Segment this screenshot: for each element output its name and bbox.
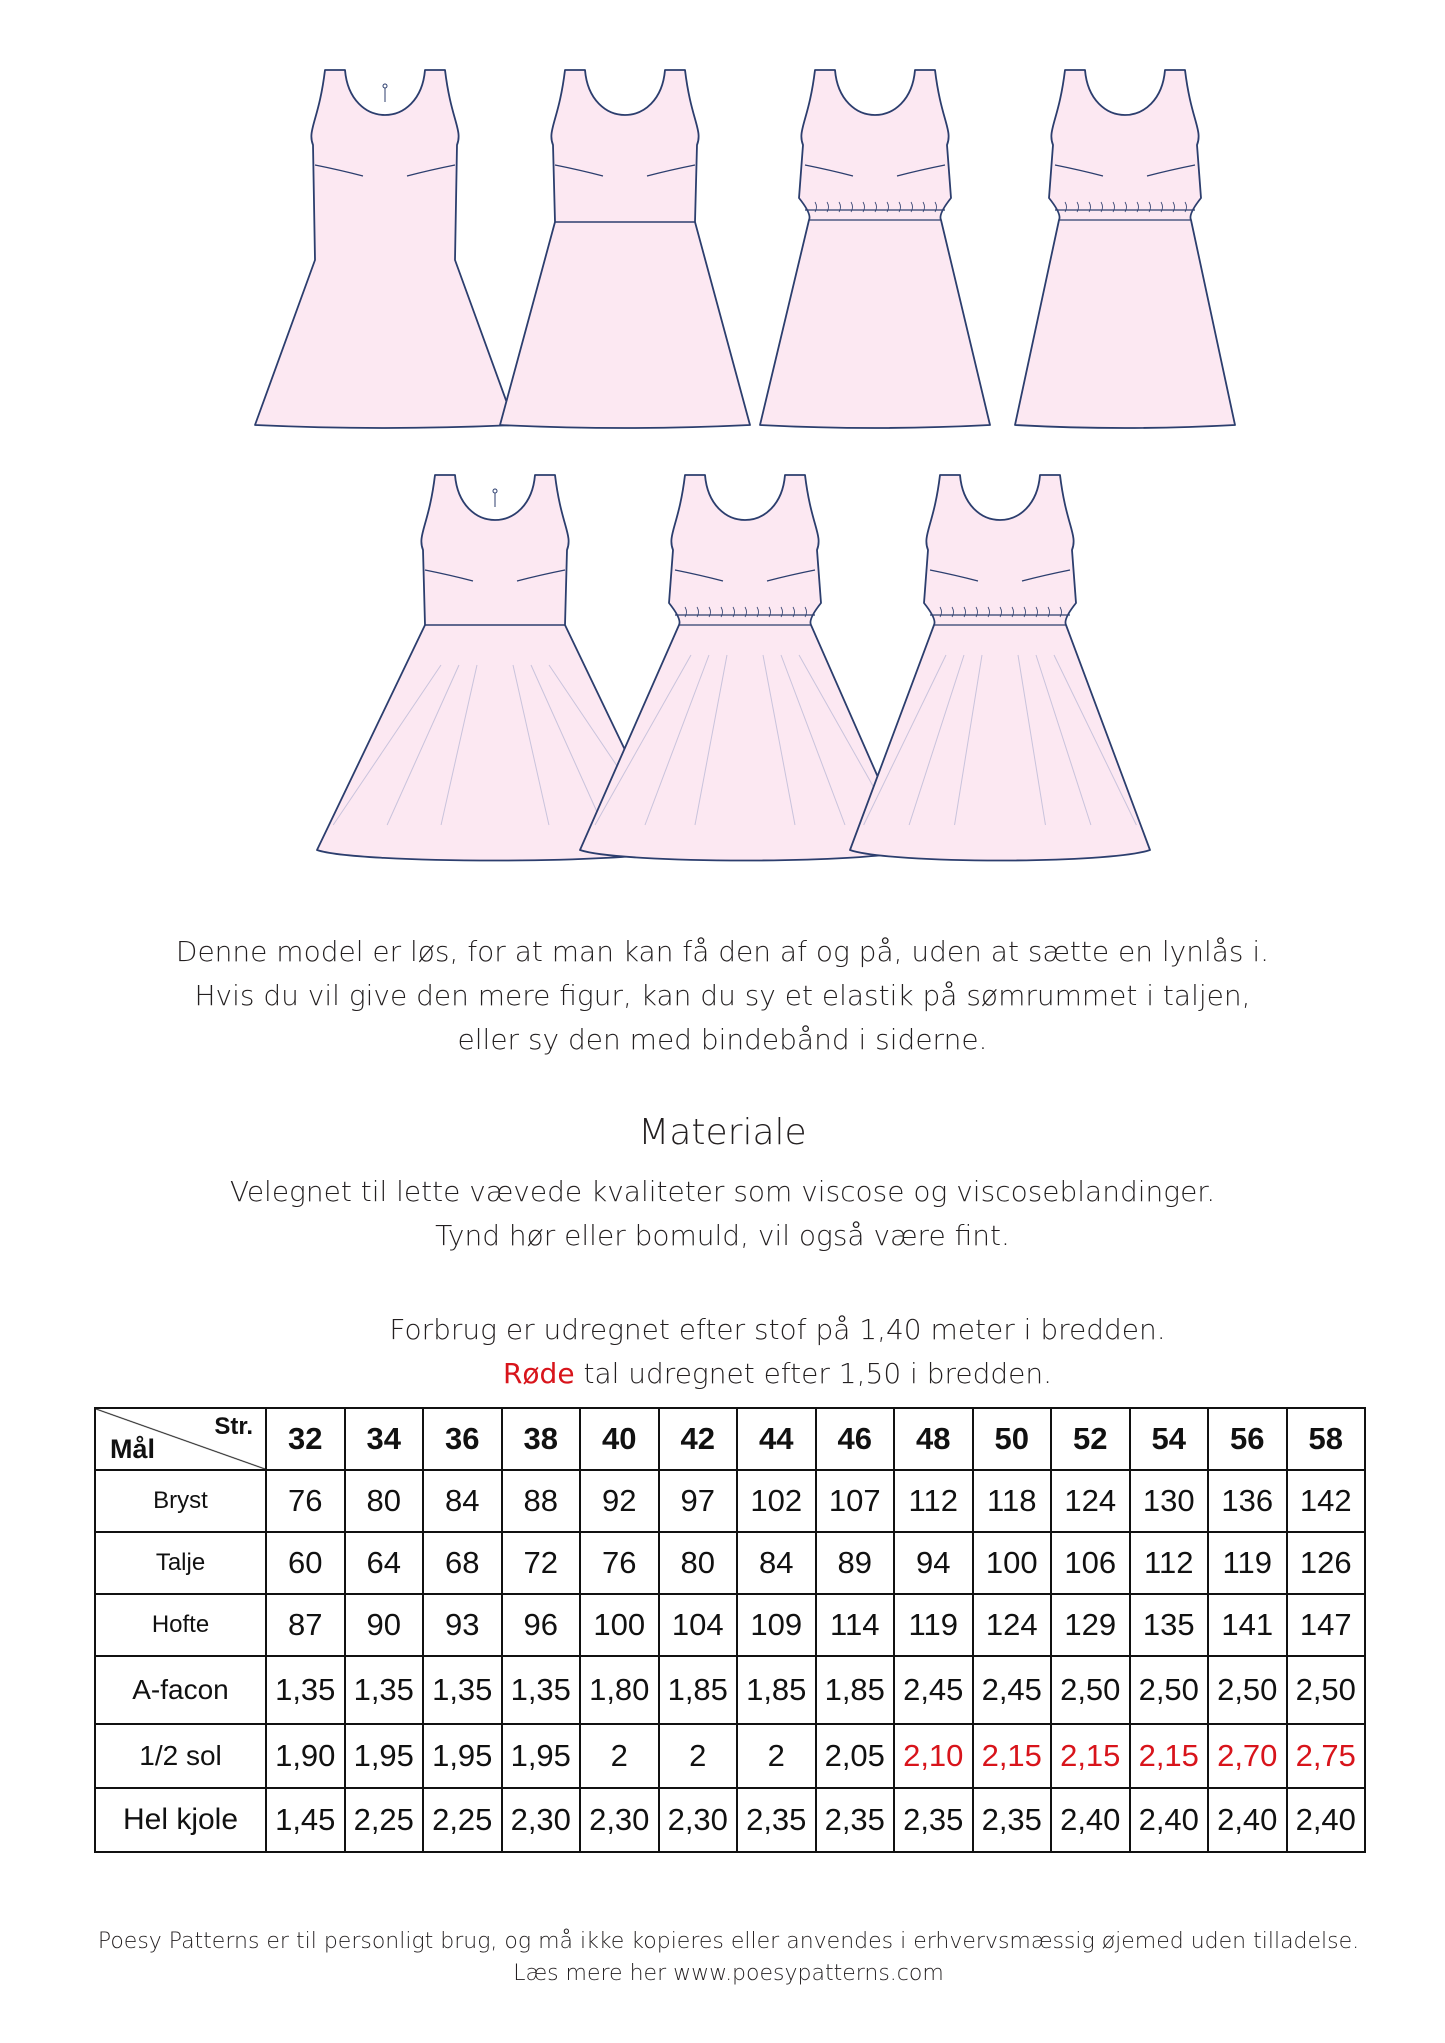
size-header-cell: 50 [973,1408,1052,1470]
table-cell: 2,25 [423,1788,502,1852]
intro-text [0,930,1445,1062]
table-cell: 112 [1130,1532,1209,1594]
table-cell: 136 [1208,1470,1287,1532]
size-header-cell: 46 [816,1408,895,1470]
table-row [95,1594,1365,1656]
table-cell: 147 [1287,1594,1366,1656]
table-row [95,1470,1365,1532]
table-cell: 2,30 [580,1788,659,1852]
size-table-body [95,1408,1365,1852]
size-header-cell: 56 [1208,1408,1287,1470]
intro-line: Hvis du vil give den mere figur, kan du sy et elastik på sømrummet i taljen, [194,979,1251,1012]
footer-copyright: Poesy Patterns er til personligt brug, og må ikke kopieres eller anvendes i erhvervsmæssig øjemed uden tilladelse. [97,1929,1360,1954]
table-cell: 1,35 [266,1656,345,1724]
table-row [95,1724,1365,1788]
table-cell: 2,10 [894,1724,973,1788]
table-row [95,1788,1365,1852]
consumption-line: Forbrug er udregnet efter stof på 1,40 meter i bredden. [389,1313,1166,1346]
consumption-line [55,1352,1445,1396]
table-cell: 1,85 [737,1656,816,1724]
material-heading: Materiale [638,1112,807,1153]
dress-outline [850,475,1150,861]
table-cell: 2,25 [345,1788,424,1852]
table-cell: 2,45 [894,1656,973,1724]
table-cell: 60 [266,1532,345,1594]
table-cell: 2 [580,1724,659,1788]
table-cell: 80 [659,1532,738,1594]
intro-line: Denne model er løs, for at man kan få den af og på, uden at sætte en lynlås i. [175,935,1270,968]
table-cell: 94 [894,1532,973,1594]
table-cell: 118 [973,1470,1052,1532]
intro-line: eller sy den med bindebånd i siderne. [457,1023,988,1056]
size-header-row [95,1408,1365,1470]
table-cell: 72 [502,1532,581,1594]
material-text [0,1170,1445,1258]
footer-website: Læs mere her www.poesypatterns.com [513,1961,944,1986]
table-cell: 141 [1208,1594,1287,1656]
table-cell: 2,30 [502,1788,581,1852]
table-cell: 104 [659,1594,738,1656]
size-header-cell: 48 [894,1408,973,1470]
table-cell: 2,50 [1130,1656,1209,1724]
dress-outline [760,70,990,428]
table-cell: 2,40 [1208,1788,1287,1852]
table-row [95,1656,1365,1724]
material-line: Velegnet til lette vævede kvaliteter som viscose og viscoseblandinger. [229,1175,1216,1208]
table-cell: 2,75 [1287,1724,1366,1788]
row-label: Bryst [95,1470,266,1532]
table-cell: 84 [423,1470,502,1532]
table-cell: 119 [1208,1532,1287,1594]
consumption-rest: tal udregnet efter 1,50 i bredden. [574,1357,1053,1390]
table-cell: 2,05 [816,1724,895,1788]
table-cell: 88 [502,1470,581,1532]
table-cell: 2,35 [894,1788,973,1852]
table-cell: 1,35 [345,1656,424,1724]
table-cell: 2,45 [973,1656,1052,1724]
table-cell: 1,85 [816,1656,895,1724]
dress-outline [255,70,515,428]
table-cell: 2,40 [1130,1788,1209,1852]
size-header-cell: 32 [266,1408,345,1470]
size-header-cell: 54 [1130,1408,1209,1470]
table-cell: 96 [502,1594,581,1656]
table-cell: 90 [345,1594,424,1656]
table-cell: 80 [345,1470,424,1532]
consumption-note [55,1308,1445,1396]
size-header-cell: 34 [345,1408,424,1470]
table-cell: 2,50 [1208,1656,1287,1724]
table-cell: 89 [816,1532,895,1594]
button-icon [383,84,387,88]
table-cell: 87 [266,1594,345,1656]
table-cell: 84 [737,1532,816,1594]
table-cell: 2,40 [1287,1788,1366,1852]
table-cell: 2,15 [973,1724,1052,1788]
size-header-cell: 44 [737,1408,816,1470]
button-icon [493,489,497,493]
table-cell: 142 [1287,1470,1366,1532]
size-header-cell: 38 [502,1408,581,1470]
table-cell: 114 [816,1594,895,1656]
table-row [95,1532,1365,1594]
size-table [94,1407,1366,1853]
table-cell: 76 [580,1532,659,1594]
table-cell: 130 [1130,1470,1209,1532]
dress-illustrations [0,0,1445,880]
size-axis-label: Str. [214,1413,253,1440]
table-cell: 2,70 [1208,1724,1287,1788]
table-cell: 106 [1051,1532,1130,1594]
table-cell: 1,85 [659,1656,738,1724]
table-cell: 2,35 [973,1788,1052,1852]
footer [6,1926,1445,1990]
table-cell: 2,15 [1130,1724,1209,1788]
table-cell: 119 [894,1594,973,1656]
table-cell: 112 [894,1470,973,1532]
table-cell: 2,35 [816,1788,895,1852]
table-cell: 1,80 [580,1656,659,1724]
table-cell: 2,50 [1287,1656,1366,1724]
table-cell: 1,95 [423,1724,502,1788]
row-label: Talje [95,1532,266,1594]
table-cell: 100 [580,1594,659,1656]
table-cell: 1,45 [266,1788,345,1852]
table-cell: 2,15 [1051,1724,1130,1788]
size-header-cell: 42 [659,1408,738,1470]
table-cell: 2,30 [659,1788,738,1852]
row-label: Hel kjole [95,1788,266,1852]
material-line: Tynd hør eller bomuld, vil også være fint. [435,1219,1010,1252]
table-cell: 100 [973,1532,1052,1594]
table-cell: 1,90 [266,1724,345,1788]
table-cell: 92 [580,1470,659,1532]
dress-outline [500,70,750,428]
table-cell: 2,40 [1051,1788,1130,1852]
table-cell: 109 [737,1594,816,1656]
row-label: 1/2 sol [95,1724,266,1788]
table-cell: 124 [973,1594,1052,1656]
table-cell: 129 [1051,1594,1130,1656]
row-label: A-facon [95,1656,266,1724]
table-cell: 68 [423,1532,502,1594]
table-corner-cell [95,1408,266,1470]
dress-outline [580,475,910,861]
table-cell: 76 [266,1470,345,1532]
table-cell: 124 [1051,1470,1130,1532]
table-cell: 102 [737,1470,816,1532]
table-cell: 64 [345,1532,424,1594]
size-header-cell: 36 [423,1408,502,1470]
table-cell: 93 [423,1594,502,1656]
size-header-cell: 40 [580,1408,659,1470]
table-cell: 2 [737,1724,816,1788]
table-cell: 1,95 [502,1724,581,1788]
table-cell: 126 [1287,1532,1366,1594]
table-cell: 2,35 [737,1788,816,1852]
row-label: Hofte [95,1594,266,1656]
table-cell: 135 [1130,1594,1209,1656]
measure-axis-label: Mål [110,1434,156,1464]
size-header-cell: 52 [1051,1408,1130,1470]
red-word: Røde [502,1357,575,1390]
table-cell: 2,50 [1051,1656,1130,1724]
table-cell: 1,95 [345,1724,424,1788]
table-cell: 2 [659,1724,738,1788]
table-cell: 107 [816,1470,895,1532]
size-header-cell: 58 [1287,1408,1366,1470]
dress-outline [1015,70,1235,428]
table-cell: 97 [659,1470,738,1532]
table-cell: 1,35 [423,1656,502,1724]
table-cell: 1,35 [502,1656,581,1724]
